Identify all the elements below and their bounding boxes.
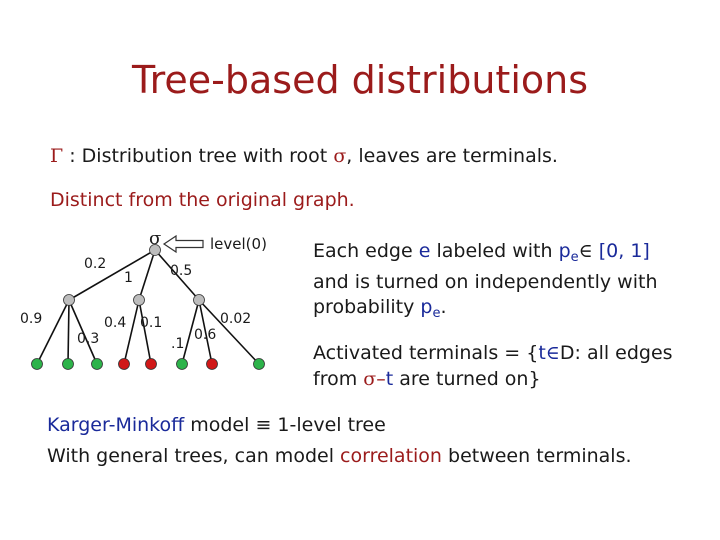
edge-label: .1 <box>171 336 185 352</box>
edge-text-a: Each edge <box>313 240 419 262</box>
edge-label: 0.6 <box>194 327 217 343</box>
model-text: model <box>184 414 256 436</box>
t-symbol: t <box>538 342 546 364</box>
p-e-term <box>558 240 579 265</box>
slide-title: Tree-based distributions <box>131 58 589 102</box>
p-letter: p <box>558 240 571 262</box>
edge-description-line1 <box>313 239 658 270</box>
edge-label: 0.02 <box>220 311 252 327</box>
edge-label: 0.3 <box>77 331 100 347</box>
internal-node-right <box>194 295 205 306</box>
general-trees-line <box>47 445 632 467</box>
d-symbol: D <box>559 342 575 364</box>
p-e-term <box>420 296 441 321</box>
edge-description <box>313 239 658 326</box>
activated-line1 <box>313 340 673 366</box>
general-trees-text-a: With general trees, can model <box>47 445 341 467</box>
leaf-node-green <box>32 359 43 370</box>
t-symbol: t <box>385 368 394 390</box>
activated-text-b: : all edges <box>574 342 673 364</box>
dash: – <box>376 368 386 390</box>
edge-description-line2: and is turned on independently with <box>313 271 658 293</box>
general-trees-text-c: between terminals. <box>441 445 632 467</box>
internal-node-mid <box>134 295 145 306</box>
sigma-symbol: σ <box>333 145 347 167</box>
edge-left-l2 <box>68 300 69 364</box>
probability-text: probability <box>313 296 421 318</box>
gamma-line-text-a: : Distribution tree with root <box>63 145 334 167</box>
p-subscript: e <box>432 306 441 321</box>
leaf-node-red <box>119 359 130 370</box>
edge-label: 0.2 <box>84 256 107 272</box>
leaf-node-green <box>254 359 265 370</box>
period: . <box>440 296 447 318</box>
edge-text-b: labeled with <box>430 240 559 262</box>
from-text: from <box>313 368 364 390</box>
level-arrow-icon <box>164 236 203 252</box>
one-level-tree-text: 1-level tree <box>271 414 386 436</box>
edge-label: 0.1 <box>140 315 163 331</box>
activated-description <box>313 340 673 392</box>
root-sigma-label: σ <box>149 228 162 249</box>
leaf-node-red <box>146 359 157 370</box>
p-subscript: e <box>570 250 579 265</box>
edge-description-line3 <box>313 295 658 326</box>
element-of-symbol: ∈ <box>545 342 560 364</box>
leaf-node-green <box>177 359 188 370</box>
leaf-node-green <box>92 359 103 370</box>
activated-text-end: are turned on} <box>393 368 541 390</box>
leaf-node-green <box>63 359 74 370</box>
edge-mid-m2 <box>139 300 151 364</box>
edge-e: e <box>418 240 431 262</box>
internal-node-left <box>64 295 75 306</box>
distinct-line: Distinct from the original graph. <box>50 189 355 211</box>
karger-minkoff-text: Karger-Minkoff <box>47 414 185 436</box>
p-letter: p <box>420 296 433 318</box>
edge-label: 0.4 <box>104 315 127 331</box>
range-text: [0, 1] <box>592 240 650 262</box>
activated-text-a: Activated terminals = { <box>313 342 539 364</box>
sigma-symbol: σ <box>363 368 377 390</box>
gamma-line-text-b: , leaves are terminals. <box>346 145 558 167</box>
edge-left-l1 <box>37 300 69 364</box>
karger-minkoff-line <box>47 414 386 436</box>
level-label: level(0) <box>210 235 267 253</box>
correlation-text: correlation <box>340 445 442 467</box>
equiv-symbol: ≡ <box>255 414 272 436</box>
activated-line2 <box>313 366 673 392</box>
edge-mid-m1 <box>124 300 139 364</box>
edge-label: 0.5 <box>170 263 193 279</box>
edge-label: 0.9 <box>20 311 43 327</box>
gamma-symbol: Γ <box>50 145 64 167</box>
element-of-symbol: ∈ <box>578 240 593 262</box>
edge-label: 1 <box>124 270 133 286</box>
leaf-node-red <box>207 359 218 370</box>
